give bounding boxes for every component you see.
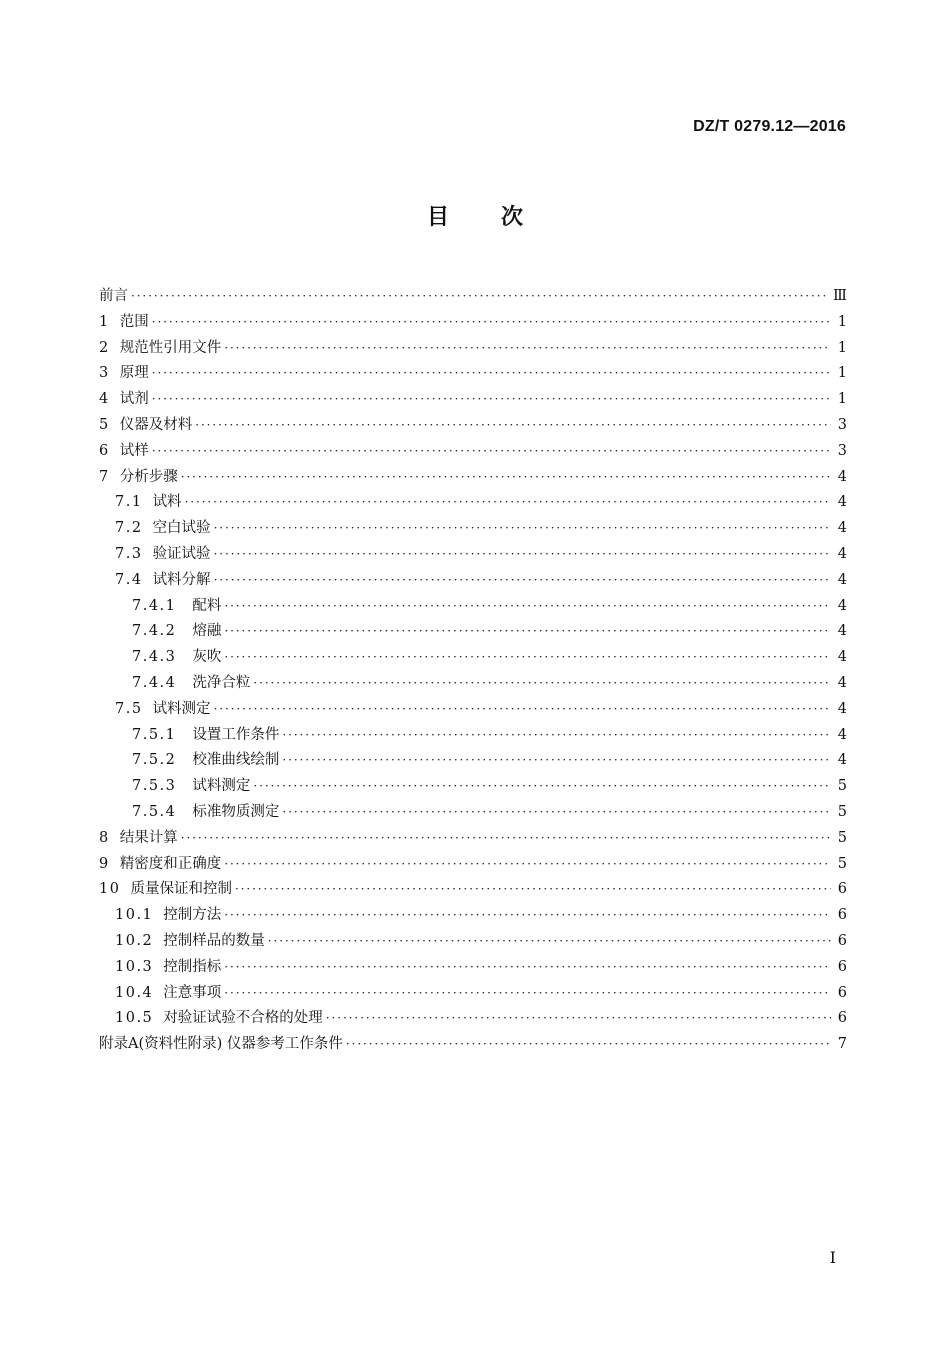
toc-entry[interactable]: [99, 465, 847, 491]
toc-entry[interactable]: [99, 929, 847, 955]
toc-entry-label: 精密度和正确度: [119, 855, 222, 872]
toc-entry[interactable]: [99, 284, 847, 310]
toc-entry[interactable]: [99, 439, 847, 465]
toc-entry-number: 8: [99, 829, 110, 846]
toc-entry-page: 6: [837, 984, 847, 1001]
dot-leader: [268, 929, 831, 955]
toc-entry-label: 试料分解: [152, 571, 211, 588]
toc-entry-number: 9: [99, 855, 110, 872]
toc-entry[interactable]: [99, 877, 847, 903]
dot-leader: [224, 594, 831, 620]
toc-entry-number: 10.2: [115, 932, 154, 949]
dot-leader: [346, 1032, 831, 1058]
toc-entry-page: 6: [837, 958, 847, 975]
dot-leader: [282, 748, 831, 774]
toc-entry[interactable]: [99, 800, 847, 826]
toc-entry[interactable]: [99, 852, 847, 878]
toc-entry[interactable]: [99, 903, 847, 929]
toc-entry-label: 标准物质测定: [192, 803, 280, 820]
toc-entry-page: 5: [837, 803, 847, 820]
toc-entry[interactable]: [99, 336, 847, 362]
toc-entry[interactable]: [99, 826, 847, 852]
toc-entry-number: 7: [99, 468, 110, 485]
dot-leader: [181, 465, 831, 491]
toc-entry[interactable]: [99, 490, 847, 516]
toc-entry[interactable]: [99, 619, 847, 645]
dot-leader: [224, 619, 831, 645]
toc-entry-number: 7.1: [115, 494, 143, 511]
toc-entry-number: 7.5.3: [132, 778, 177, 795]
toc-entry-label: 原理: [119, 365, 149, 382]
toc-entry-number: 7.3: [115, 545, 143, 562]
toc-entry[interactable]: [99, 516, 847, 542]
toc-entry-number: 7.2: [115, 520, 143, 537]
toc-entry[interactable]: [99, 774, 847, 800]
dot-leader: [224, 955, 831, 981]
toc-entry-label: 试料测定: [192, 778, 251, 795]
dot-leader: [214, 542, 831, 568]
toc-entry[interactable]: [99, 1032, 847, 1058]
toc-entry-number: 10.5: [115, 1010, 154, 1027]
page-number: I: [829, 1248, 836, 1267]
toc-entry[interactable]: [99, 1006, 847, 1032]
toc-entry-number: 7.5: [115, 700, 143, 717]
dot-leader: [326, 1006, 831, 1032]
toc-entry-label: 试料测定: [152, 700, 211, 717]
toc-entry[interactable]: [99, 413, 847, 439]
table-of-contents: [99, 284, 847, 1058]
toc-entry-label: 设置工作条件: [192, 726, 280, 743]
toc-entry-number: 7.5.1: [132, 726, 177, 743]
toc-entry[interactable]: [99, 981, 847, 1007]
toc-entry[interactable]: [99, 671, 847, 697]
dot-leader: [224, 336, 831, 362]
toc-entry-page: 4: [837, 674, 847, 691]
toc-entry[interactable]: [99, 387, 847, 413]
dot-leader: [181, 826, 831, 852]
toc-entry-page: 6: [837, 881, 847, 898]
toc-entry-page: 3: [837, 416, 847, 433]
toc-entry-page: Ⅲ: [833, 288, 847, 304]
toc-entry-number: 7.4.2: [132, 623, 177, 640]
toc-entry-number: 7.5.2: [132, 752, 177, 769]
toc-entry[interactable]: [99, 310, 847, 336]
toc-entry-label: 结果计算: [119, 829, 178, 846]
toc-entry[interactable]: [99, 542, 847, 568]
toc-entry-label: 控制方法: [163, 907, 222, 924]
toc-entry-number: 1: [99, 313, 110, 330]
toc-entry-number: 3: [99, 365, 110, 382]
toc-entry-number: 4: [99, 391, 110, 408]
toc-entry-page: 4: [837, 649, 847, 666]
dot-leader: [214, 516, 831, 542]
toc-entry-page: 5: [837, 778, 847, 795]
toc-entry-label: 控制指标: [163, 958, 222, 975]
toc-entry-page: 6: [837, 1010, 847, 1027]
toc-entry-number: 6: [99, 442, 110, 459]
toc-entry-label: 试料: [152, 494, 182, 511]
toc-entry-label: 灰吹: [192, 649, 222, 666]
dot-leader: [214, 697, 831, 723]
dot-leader: [235, 877, 831, 903]
toc-entry-page: 4: [837, 623, 847, 640]
toc-entry-label: 试剂: [119, 391, 149, 408]
toc-entry-number: 7.4.3: [132, 649, 177, 666]
dot-leader: [224, 981, 831, 1007]
toc-entry-page: 1: [837, 365, 847, 382]
toc-entry-number: 7.4.1: [132, 597, 177, 614]
toc-entry-page: 3: [837, 442, 847, 459]
toc-entry-page: 1: [837, 339, 847, 356]
dot-leader: [152, 310, 831, 336]
toc-entry-page: 4: [837, 597, 847, 614]
toc-entry-label: 质量保证和控制: [130, 881, 232, 898]
toc-entry[interactable]: [99, 723, 847, 749]
toc-entry-page: 6: [837, 932, 847, 949]
toc-entry-number: 7.4: [115, 571, 143, 588]
toc-entry-number: 7.5.4: [132, 803, 177, 820]
toc-entry-label: 验证试验: [152, 545, 211, 562]
toc-entry-page: 4: [837, 726, 847, 743]
toc-entry-page: 7: [837, 1036, 847, 1053]
toc-entry-page: 4: [837, 545, 847, 562]
toc-entry-label: 附录A(资料性附录) 仪器参考工作条件: [99, 1036, 343, 1053]
dot-leader: [195, 413, 831, 439]
toc-entry-label: 熔融: [192, 623, 222, 640]
toc-entry-label: 空白试验: [152, 520, 211, 537]
toc-entry[interactable]: [99, 594, 847, 620]
toc-entry-label: 对验证试验不合格的处理: [163, 1010, 323, 1027]
dot-leader: [185, 490, 831, 516]
toc-entry-page: 4: [837, 752, 847, 769]
dot-leader: [224, 645, 831, 671]
toc-entry-label: 分析步骤: [119, 468, 178, 485]
toc-entry[interactable]: [99, 361, 847, 387]
toc-entry-label: 试样: [119, 442, 149, 459]
toc-entry-page: 5: [837, 855, 847, 872]
toc-entry-label: 前言: [99, 288, 128, 304]
toc-entry-number: 10: [99, 881, 121, 898]
toc-entry-page: 4: [837, 494, 847, 511]
dot-leader: [253, 774, 831, 800]
dot-leader: [214, 568, 831, 594]
toc-entry-page: 4: [837, 700, 847, 717]
toc-entry[interactable]: [99, 748, 847, 774]
toc-entry-page: 5: [837, 829, 847, 846]
dot-leader: [282, 800, 831, 826]
page-title: 目次: [426, 205, 575, 230]
toc-entry-label: 注意事项: [163, 984, 222, 1001]
toc-entry-page: 6: [837, 907, 847, 924]
toc-entry-page: 1: [837, 313, 847, 330]
toc-entry-label: 洗净合粒: [192, 674, 251, 691]
toc-entry-page: 1: [837, 391, 847, 408]
toc-entry-number: 7.4.4: [132, 674, 177, 691]
dot-leader: [152, 387, 831, 413]
dot-leader: [224, 903, 831, 929]
toc-entry[interactable]: [99, 955, 847, 981]
toc-entry-label: 仪器及材料: [119, 416, 193, 433]
toc-entry-number: 10.1: [115, 907, 154, 924]
dot-leader: [152, 361, 831, 387]
toc-entry-number: 10.3: [115, 958, 154, 975]
dot-leader: [131, 284, 829, 310]
toc-entry-number: 5: [99, 416, 110, 433]
toc-entry-label: 控制样品的数量: [163, 932, 265, 949]
toc-entry[interactable]: [99, 645, 847, 671]
toc-entry-label: 规范性引用文件: [119, 339, 222, 356]
toc-entry-page: 4: [837, 468, 847, 485]
toc-entry-label: 配料: [192, 597, 222, 614]
toc-entry[interactable]: [99, 568, 847, 594]
dot-leader: [152, 439, 831, 465]
dot-leader: [282, 723, 831, 749]
dot-leader: [224, 852, 831, 878]
toc-entry-number: 2: [99, 339, 110, 356]
dot-leader: [253, 671, 831, 697]
toc-entry[interactable]: [99, 697, 847, 723]
toc-entry-label: 校准曲线绘制: [192, 752, 280, 769]
standard-code: DZ/T 0279.12—2016: [693, 118, 846, 135]
toc-entry-number: 10.4: [115, 984, 154, 1001]
toc-entry-page: 4: [837, 520, 847, 537]
toc-entry-label: 范围: [119, 313, 149, 330]
toc-entry-page: 4: [837, 571, 847, 588]
